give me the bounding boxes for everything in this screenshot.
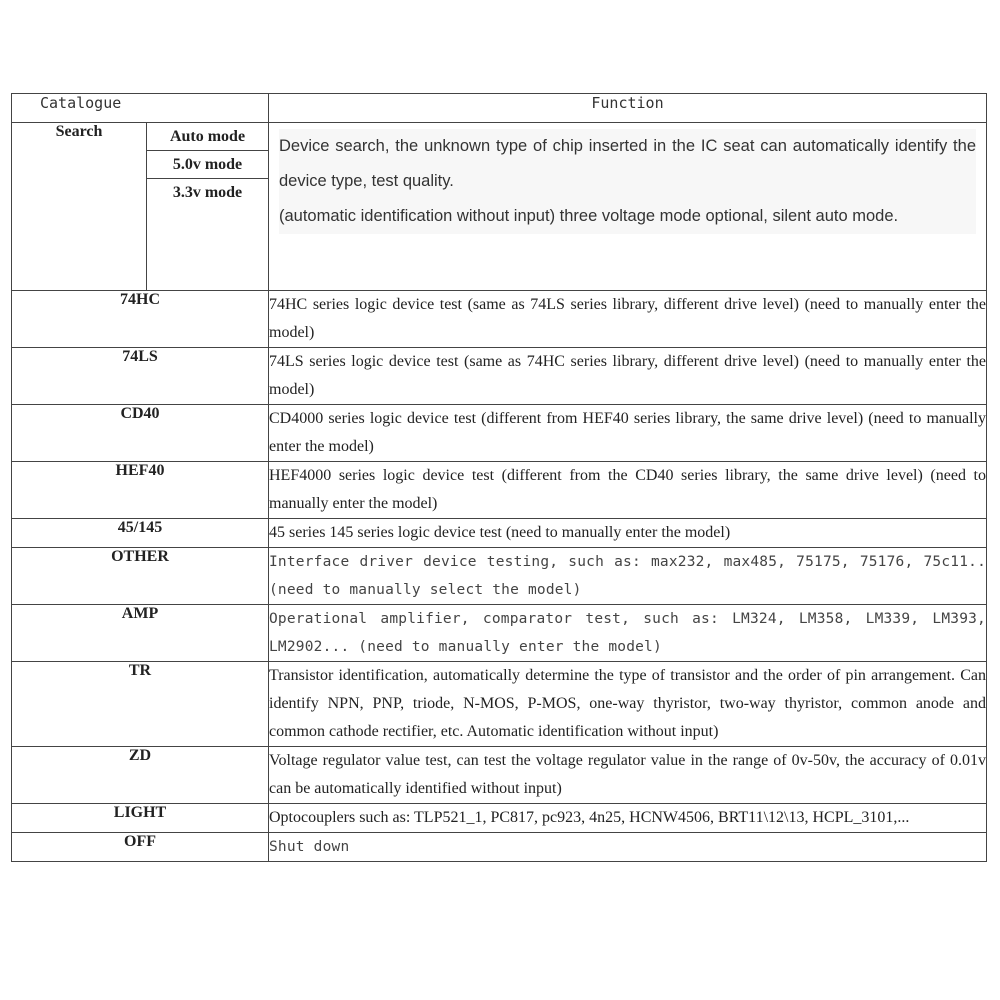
search-function-line1: Device search, the unknown type of chip inserted in the IC seat can automatically identify the device type, test quality. — [279, 137, 976, 190]
row-label: CD40 — [12, 405, 269, 462]
row-label: TR — [12, 662, 269, 747]
row-function: HEF4000 series logic device test (different from the CD40 series library, the same drive level) (need to manually enter the model) — [269, 462, 987, 519]
search-row — [12, 123, 987, 291]
row-label: OFF — [12, 833, 269, 862]
5v-mode-label: 5.0v mode — [147, 151, 268, 179]
row-light — [12, 804, 987, 833]
catalogue-table — [11, 93, 987, 862]
row-function: Operational amplifier, comparator test, such as: LM324, LM358, LM339, LM393, LM2902... (need to manually enter the model) — [269, 605, 987, 662]
row-function: 45 series 145 series logic device test (need to manually enter the model) — [269, 519, 987, 548]
row-label: AMP — [12, 605, 269, 662]
search-function-text — [279, 129, 976, 234]
row-other — [12, 548, 987, 605]
row-amp — [12, 605, 987, 662]
header-row — [12, 94, 987, 123]
search-modes — [147, 123, 269, 291]
row-function: 74LS series logic device test (same as 74HC series library, different drive level) (need to manually enter the model) — [269, 348, 987, 405]
row-function: Transistor identification, automatically determine the type of transistor and the order of pin arrangement. Can identify NPN, PNP, triode, N-MOS, P-MOS, one-way thyristor, two-way thyristor, common anode and common cathode rectifier, etc. Automatic identification without input) — [269, 662, 987, 747]
row-45-145 — [12, 519, 987, 548]
row-label: OTHER — [12, 548, 269, 605]
search-label: Search — [12, 123, 147, 291]
row-74hc — [12, 291, 987, 348]
3v3-mode-label: 3.3v mode — [172, 184, 243, 201]
row-function: Shut down — [269, 833, 987, 862]
search-function-line2: (automatic identification without input) three voltage mode optional, silent auto mode. — [279, 207, 899, 225]
row-tr — [12, 662, 987, 747]
row-label: 45/145 — [12, 519, 269, 548]
row-function: Optocouplers such as: TLP521_1, PC817, pc923, 4n25, HCNW4506, BRT11\12\13, HCPL_3101,... — [269, 804, 987, 833]
row-function: Interface driver device testing, such as: max232, max485, 75175, 75176, 75c11.. (need to manually select the model) — [269, 548, 987, 605]
search-function — [269, 123, 987, 291]
row-cd40 — [12, 405, 987, 462]
row-off — [12, 833, 987, 862]
row-function: 74HC series logic device test (same as 74LS series library, different drive level) (need to manually enter the model) — [269, 291, 987, 348]
catalogue-header: Catalogue — [12, 94, 269, 123]
row-function: Voltage regulator value test, can test the voltage regulator value in the range of 0v-50v, the accuracy of 0.01v can be automatically identified without input) — [269, 747, 987, 804]
row-label: LIGHT — [12, 804, 269, 833]
auto-mode-label: Auto mode — [147, 123, 268, 151]
function-header: Function — [269, 94, 987, 123]
row-74ls — [12, 348, 987, 405]
row-zd — [12, 747, 987, 804]
row-hef40 — [12, 462, 987, 519]
row-label: 74HC — [12, 291, 269, 348]
row-label: HEF40 — [12, 462, 269, 519]
row-label: ZD — [12, 747, 269, 804]
row-label: 74LS — [12, 348, 269, 405]
row-function: CD4000 series logic device test (different from HEF40 series library, the same drive level) (need to manually enter the model) — [269, 405, 987, 462]
